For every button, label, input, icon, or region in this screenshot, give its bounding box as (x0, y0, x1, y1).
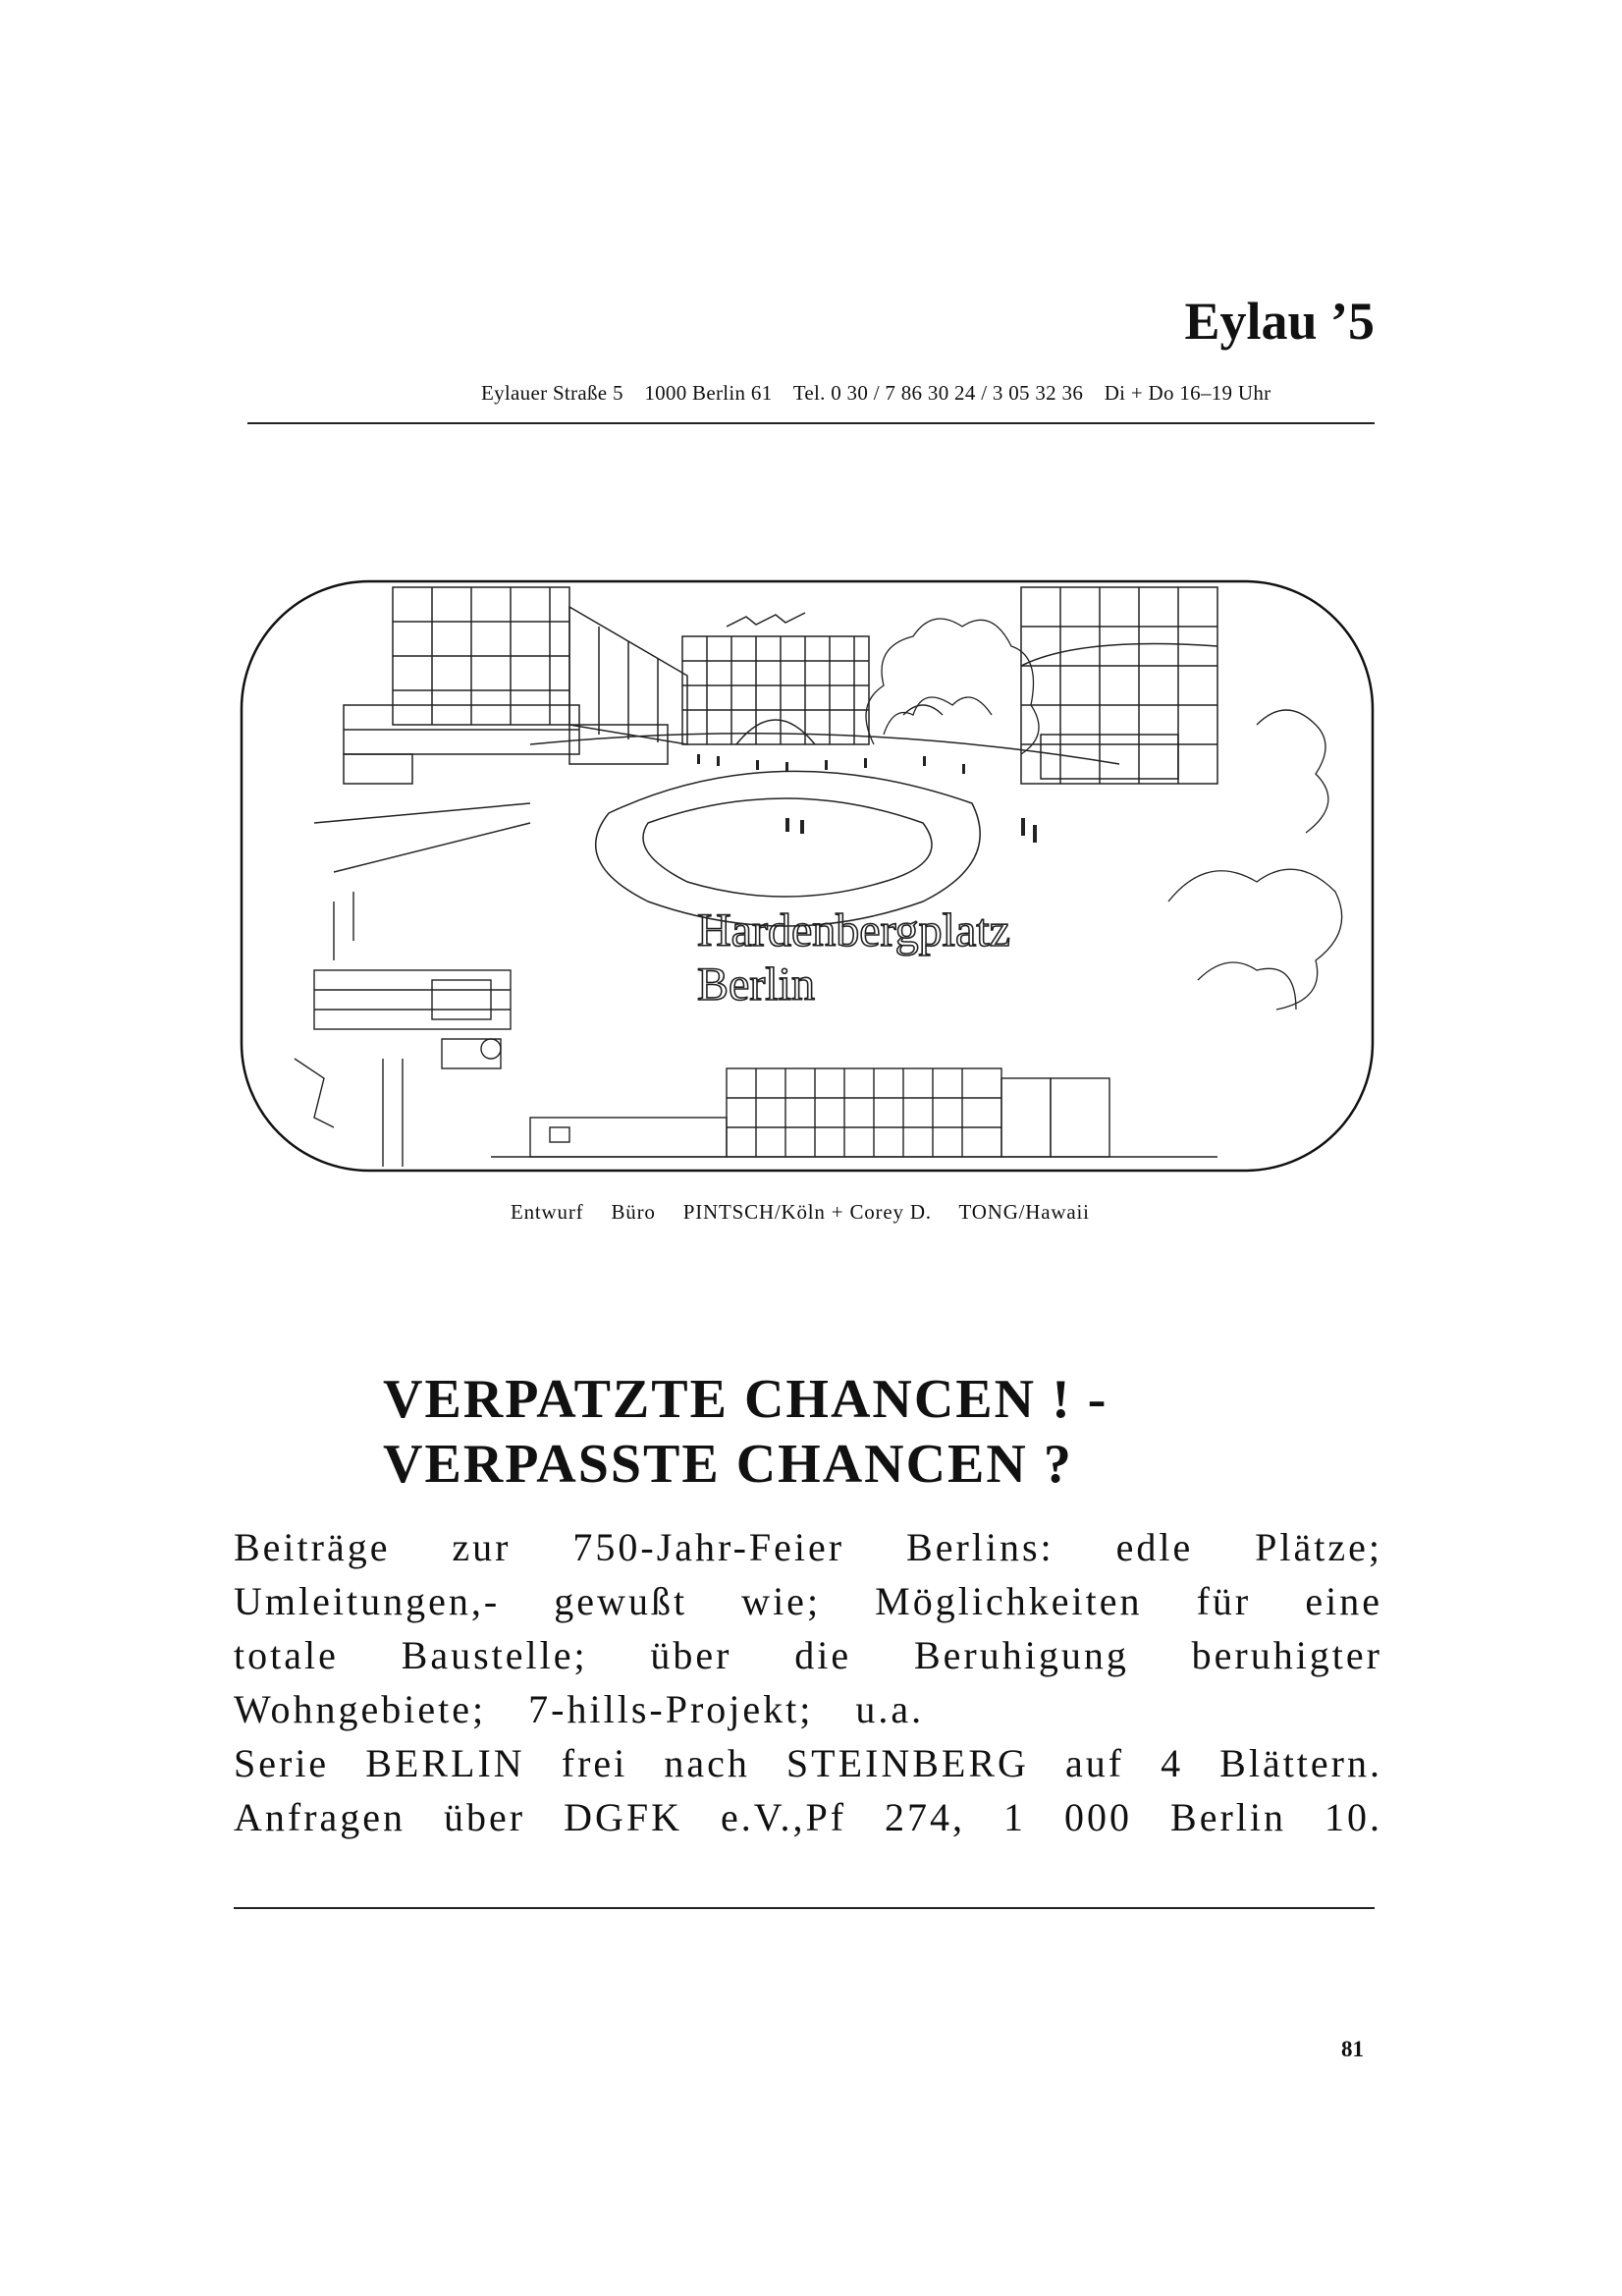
illustration-title-line1: Hardenbergplatz (697, 904, 1010, 957)
address-city: 1000 Berlin 61 (644, 381, 773, 405)
page-title: Eylau ’5 (1184, 292, 1375, 351)
address-line (481, 381, 1375, 406)
address-street: Eylauer Straße 5 (481, 381, 623, 405)
address-hours: Di + Do 16–19 Uhr (1104, 381, 1271, 405)
caption-part2: Büro (611, 1200, 656, 1224)
lower-left-map-sketch (295, 892, 511, 1167)
headline (383, 1367, 1267, 1497)
page-number: 81 (1341, 2037, 1364, 2061)
caption-part3: PINTSCH/Köln + Corey D. (682, 1200, 932, 1224)
illustration-title-line2: Berlin (697, 958, 815, 1011)
illustration-caption (511, 1200, 1198, 1225)
sketch-drawing (236, 568, 1380, 1178)
body-line: Wohngebiete; 7-hills-Projekt; u.a. (234, 1687, 925, 1731)
body-paragraph (234, 1520, 1382, 1844)
header-divider (247, 422, 1375, 424)
body-line: Anfragen über DGFK e.V.,Pf 274, 1 000 Berlin 10. (234, 1795, 1382, 1839)
caption-part4: TONG/Hawaii (958, 1200, 1090, 1224)
hardenbergplatz-illustration (236, 568, 1380, 1178)
footer-divider (234, 1907, 1375, 1909)
headline-line2: VERPASSTE CHANCEN ? (383, 1434, 1073, 1495)
body-line: Umleitungen,- gewußt wie; Möglichkeiten für eine (234, 1579, 1382, 1623)
caption-part1: Entwurf (511, 1200, 584, 1224)
left-building-sketch (344, 587, 687, 784)
center-building-sketch (682, 613, 869, 744)
lower-right-building-sketch (491, 1068, 1217, 1157)
address-phone: Tel. 0 30 / 7 86 30 24 / 3 05 32 36 (792, 381, 1084, 405)
body-line: Beiträge zur 750-Jahr-Feier Berlins: edle Plätze; (234, 1525, 1382, 1569)
body-line: totale Baustelle; über die Beruhigung beruhigter (234, 1633, 1382, 1677)
people-sketch (697, 754, 1037, 843)
headline-line1: VERPATZTE CHANCEN ! - (383, 1369, 1108, 1430)
body-line: Serie BERLIN frei nach STEINBERG auf 4 Blättern. (234, 1741, 1382, 1785)
